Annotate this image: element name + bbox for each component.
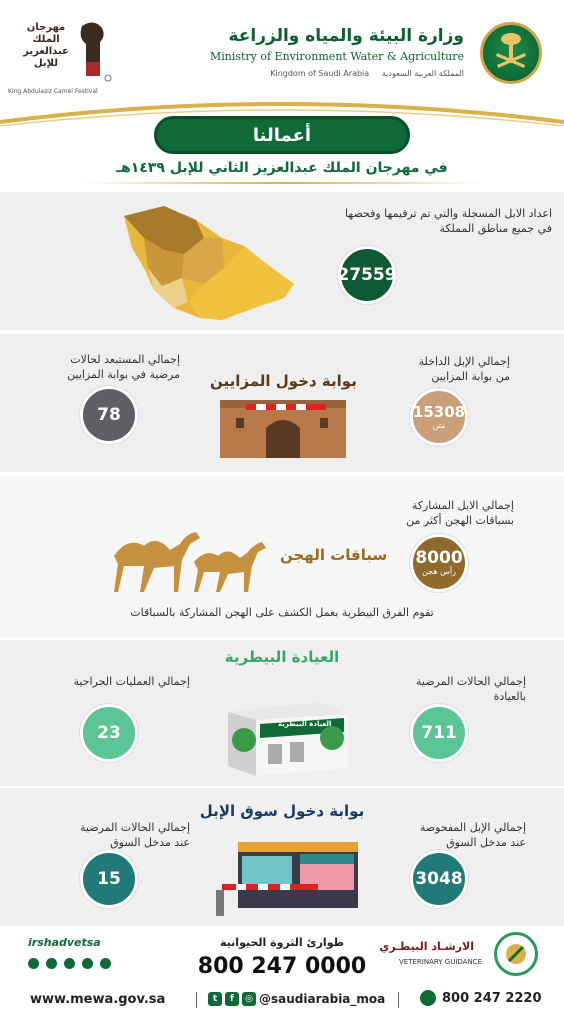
social-handle-group <box>208 992 385 1006</box>
sick-count: 15 <box>97 869 121 889</box>
races-title: سباقات الهجن <box>280 546 388 564</box>
guidance-english: VETERINARY GUIDANCE <box>399 958 482 966</box>
sick-label <box>40 820 190 850</box>
facebook-icon[interactable]: f <box>225 992 239 1006</box>
races-label <box>344 498 514 528</box>
clinic-building-icon <box>220 682 356 778</box>
excluded-label <box>20 352 180 382</box>
inspected-label <box>376 820 526 850</box>
festival-name-arabic: مهرجان الملك عبدالعزيز للإبل <box>23 22 69 69</box>
camel-races-panel <box>0 476 564 638</box>
mazayen-gate-title: بوابة دخول المزايين <box>210 372 357 390</box>
sick-count-circle <box>80 850 138 908</box>
inspected-label-line2: عند مدخل السوق <box>446 836 526 849</box>
instagram-icon[interactable]: ◎ <box>242 992 256 1006</box>
entered-count-circle <box>410 388 468 446</box>
market-gate-title: بوابة دخول سوق الإبل <box>199 802 365 820</box>
entered-unit: متن <box>432 421 446 430</box>
inspected-count: 3048 <box>415 869 463 889</box>
cases-label-line1: إجمالي الحالات المرضية <box>416 675 526 688</box>
saudi-map-icon <box>104 198 304 326</box>
vet-clinic-panel <box>0 640 564 786</box>
camel-logo-icon <box>72 18 116 88</box>
entered-label <box>380 354 510 384</box>
excluded-count: 78 <box>97 405 121 425</box>
phone-number[interactable]: 800 247 2220 <box>442 990 542 1006</box>
excluded-label-line2: مرضية في بوابة المزايين <box>67 368 180 381</box>
inspected-count-circle <box>410 850 468 908</box>
guidance-arabic: الارشـاد البيطـري <box>379 940 474 953</box>
registered-count-circle <box>338 246 396 304</box>
footer-separator <box>398 992 399 1008</box>
gate-illustration-icon <box>216 394 350 464</box>
clinic-title: العيادة البيطرية <box>224 648 340 666</box>
phone-icon <box>420 990 436 1006</box>
cases-count-circle <box>410 704 468 762</box>
clinic-sign-text: العيادة البيطرية <box>278 720 332 728</box>
phone-group <box>420 990 542 1006</box>
registered-label-line1: اعداد الابل المسجلة والتي تم ترقيمها وفحصها <box>345 207 552 220</box>
footer <box>0 926 564 1024</box>
market-gate-panel <box>0 788 564 926</box>
surgeries-count: 23 <box>97 723 121 743</box>
cases-label-line2: بالعيادة <box>493 690 526 703</box>
entered-label-line1: إجمالي الإبل الداخلة <box>418 355 510 368</box>
emergency-label: طوارئ الثروة الحيوانية <box>220 936 344 949</box>
races-note: تقوم الفرق البيطرية بعمل الكشف على الهجن المشاركة بالسباقات <box>130 606 434 619</box>
cases-label <box>376 674 526 704</box>
footer-separator <box>196 992 197 1008</box>
races-unit: رأس هجن <box>422 567 456 576</box>
registered-label <box>292 206 552 236</box>
market-gate-illustration-icon <box>212 832 362 920</box>
registered-count: 27559 <box>337 265 397 285</box>
entered-label-line2: من بوابة المزايين <box>431 370 510 383</box>
inspected-label-line1: إجمالي الإبل المفحوصة <box>419 821 526 834</box>
entered-count: 15308 <box>412 403 466 421</box>
surgeries-label: إجمالي العمليات الجراحية <box>73 675 190 688</box>
excluded-label-line1: إجمالي المستبعد لحالات <box>70 353 180 366</box>
cases-count: 711 <box>421 723 457 743</box>
social-handle[interactable]: @saudiarabia_moa <box>259 992 386 1006</box>
website-link[interactable]: www.mewa.gov.sa <box>30 992 166 1007</box>
ministry-name-english: Ministry of Environment Water & Agriculture <box>209 50 464 63</box>
races-label-line1: إجمالي الابل المشاركة <box>411 499 514 512</box>
twitter-icon[interactable]: t <box>208 992 222 1006</box>
racing-camels-icon <box>104 516 274 596</box>
kingdom-arabic: المملكة العربية السعودية <box>381 69 464 78</box>
ministry-emblem-icon <box>480 22 542 84</box>
emergency-number[interactable]: 800 247 0000 <box>197 954 367 979</box>
surgeries-count-circle <box>80 704 138 762</box>
races-label-line2: بسباقات الهجن أكثر من <box>406 514 514 527</box>
mazayen-gate-panel <box>0 334 564 472</box>
festival-name-english: King Abdulaziz Camel Festival <box>8 88 98 95</box>
registered-label-line2: في جميع مناطق المملكة <box>439 222 552 235</box>
page-subtitle: في مهرجان الملك عبدالعزيز الثاني للإبل ١٤٣٩هـ <box>116 160 448 176</box>
page-title: أعمالنا <box>154 116 410 154</box>
veterinary-guidance-logo-icon <box>494 932 538 976</box>
excluded-count-circle <box>80 386 138 444</box>
registered-camels-panel <box>0 192 564 330</box>
header <box>0 0 564 110</box>
races-count-circle <box>410 534 468 592</box>
kingdom-english: Kingdom of Saudi Arabia <box>270 69 370 78</box>
sick-label-line2: عند مدخل السوق <box>110 836 190 849</box>
sick-label-line1: إجمالي الحالات المرضية <box>80 821 190 834</box>
subtitle-underline <box>80 182 484 184</box>
races-count: 8000 <box>415 548 463 568</box>
ministry-name-arabic: وزارة البيئة والمياه والزراعة <box>228 26 464 46</box>
kingdom-line <box>270 69 464 78</box>
handle-text: irshadvetsa <box>28 936 101 949</box>
